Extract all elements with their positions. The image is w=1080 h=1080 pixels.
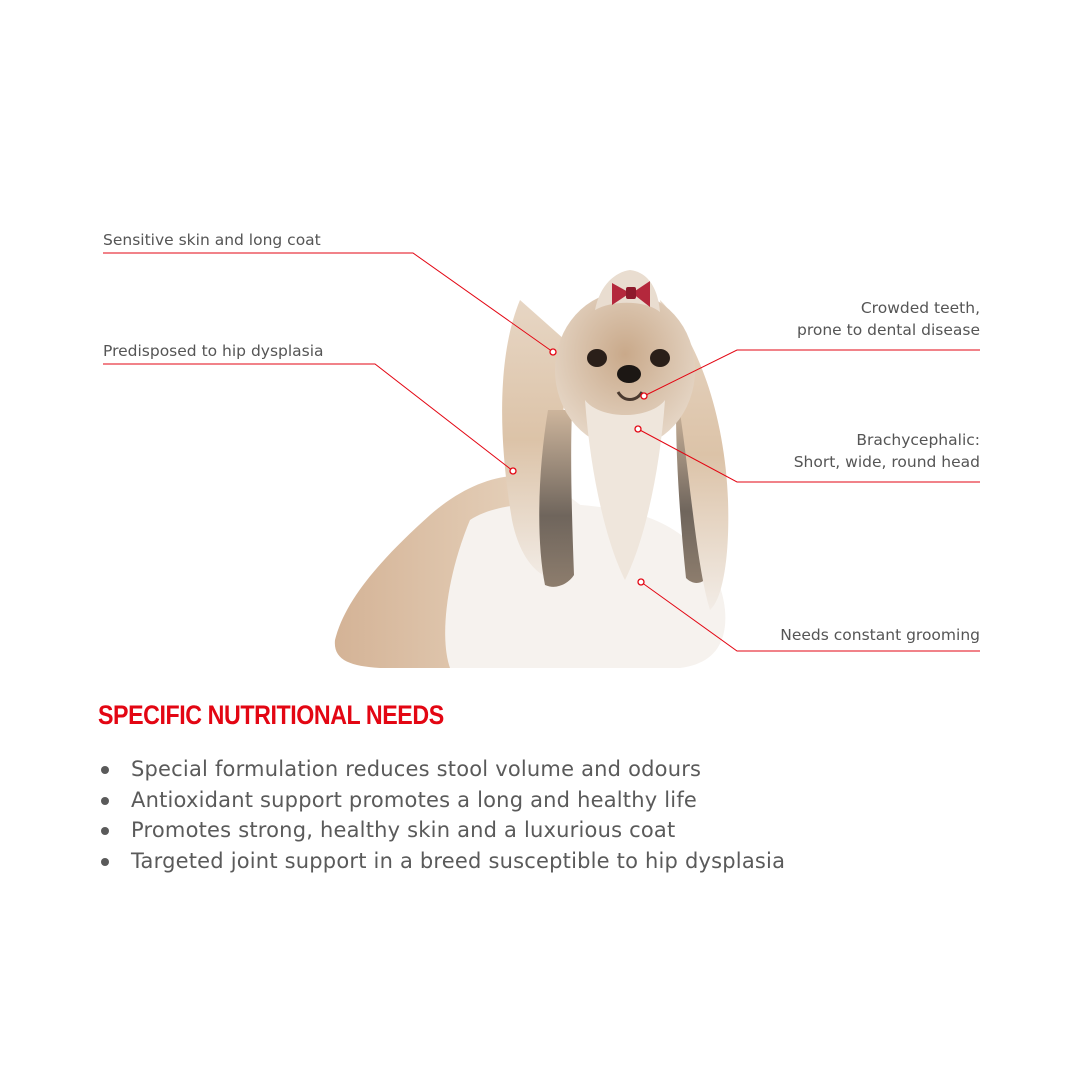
leader-hip-dysplasia xyxy=(103,364,513,471)
callout-text: Short, wide, round head xyxy=(793,453,980,471)
bullet-icon xyxy=(101,827,109,835)
marker-brachycephalic xyxy=(635,426,641,432)
leader-sensitive-skin xyxy=(103,253,553,352)
list-item xyxy=(100,815,785,846)
callout-text: Predisposed to hip dysplasia xyxy=(103,342,324,360)
callout-grooming xyxy=(780,624,980,646)
bullet-icon xyxy=(101,766,109,774)
callout-sensitive-skin xyxy=(103,229,321,251)
callout-hip-dysplasia xyxy=(103,340,324,362)
callout-text: Needs constant grooming xyxy=(780,626,980,644)
list-item-text: Promotes strong, healthy skin and a luxurious coat xyxy=(131,818,676,842)
list-item xyxy=(100,846,785,877)
marker-crowded-teeth xyxy=(641,393,647,399)
marker-grooming xyxy=(638,579,644,585)
callout-crowded-teeth xyxy=(797,297,980,341)
callout-brachycephalic xyxy=(794,429,980,473)
list-item-text: Special formulation reduces stool volume and odours xyxy=(131,757,702,781)
nutrition-list xyxy=(100,754,785,876)
marker-sensitive-skin xyxy=(550,349,556,355)
leader-crowded-teeth xyxy=(644,350,980,396)
marker-hip-dysplasia xyxy=(510,468,516,474)
list-item xyxy=(100,754,785,785)
list-item-text: Targeted joint support in a breed susceptible to hip dysplasia xyxy=(131,848,786,873)
bullet-icon xyxy=(101,797,109,805)
callout-text: Sensitive skin and long coat xyxy=(103,231,321,249)
bullet-icon xyxy=(101,858,109,866)
callout-text: Brachycephalic: xyxy=(856,431,980,449)
callout-text: prone to dental disease xyxy=(796,321,980,339)
list-item-text: Antioxidant support promotes a long and healthy life xyxy=(131,787,698,812)
callout-text: Crowded teeth, xyxy=(860,299,980,317)
list-item xyxy=(100,785,785,816)
section-heading: SPECIFIC NUTRITIONAL NEEDS xyxy=(98,700,444,730)
